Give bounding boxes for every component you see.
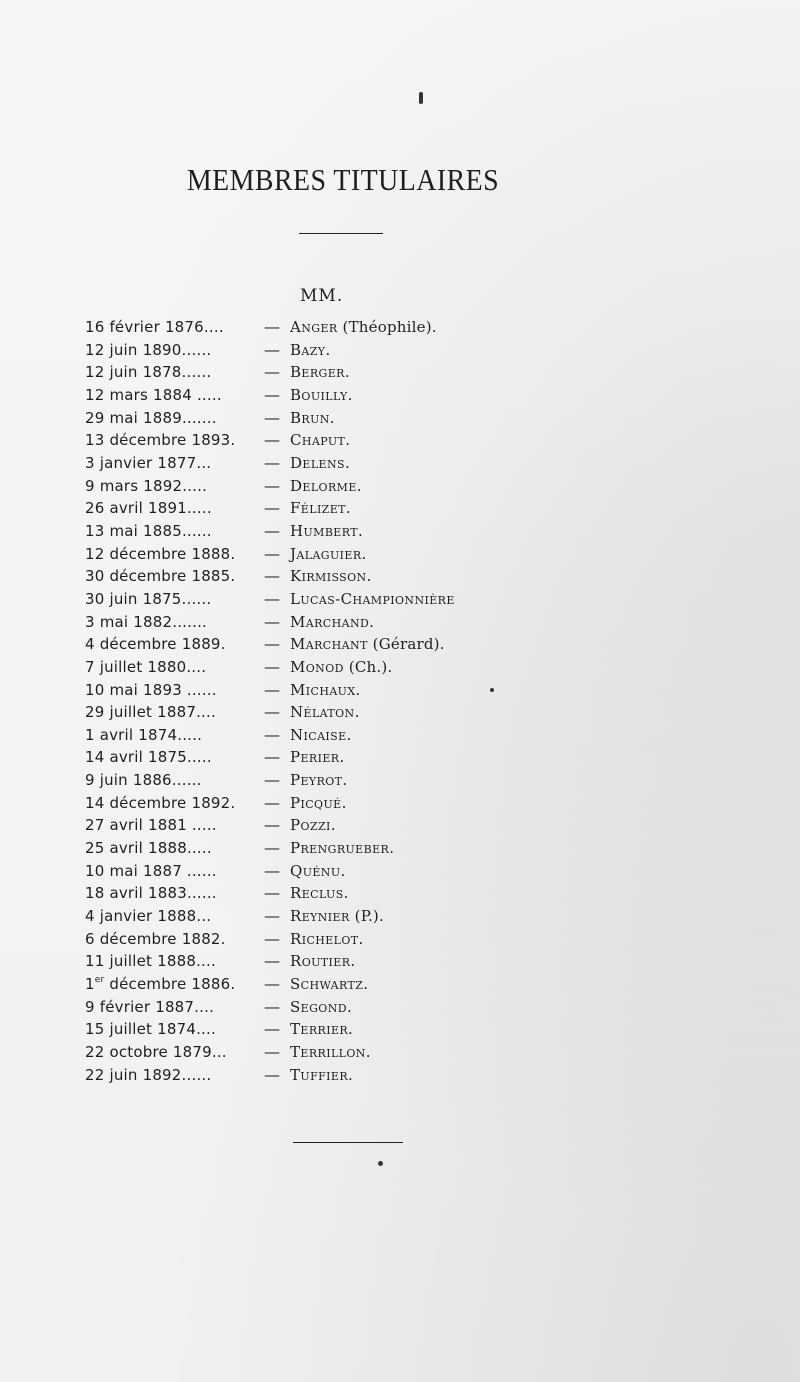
member-dash: — [264,702,280,722]
member-row [0,950,800,973]
member-surname: Routier. [290,952,356,971]
member-surname: Marchand. [290,612,375,631]
member-date: 12 juin 1890...... [85,340,212,359]
member-date: 22 octobre 1879... [85,1043,227,1061]
member-dash: — [264,1042,280,1061]
member-date [85,973,260,996]
member-surname: Chaput. [290,431,351,450]
member-dash: — [264,974,280,994]
member-row [0,407,800,430]
member-row [0,701,800,724]
member-row [0,520,800,543]
member-dash: — [264,452,280,472]
member-row [0,565,800,588]
member-date: 26 avril 1891..... [85,499,212,518]
member-row [0,361,800,384]
member-dash: — [264,860,280,880]
member-date: 7 juillet 1880.... [85,657,207,676]
member-date: 6 décembre 1882. [85,929,226,948]
member-row [0,339,800,362]
member-surname: Bazy. [290,340,331,359]
member-name [290,520,363,543]
member-dash: — [264,724,280,744]
member-date: 18 avril 1883...... [85,884,217,903]
members-list [0,316,800,1086]
member-date: 12 décembre 1888. [85,544,236,563]
member-surname: Quénu. [290,861,346,880]
member-surname: Berger. [290,363,351,382]
member-name [290,769,348,792]
member-row [0,837,800,860]
member-row [0,769,800,792]
member-date: 15 juillet 1874.... [85,1020,216,1039]
member-name [290,679,361,702]
member-row [0,679,800,702]
member-date-ordinal: er [94,975,105,986]
member-surname: Reynier [290,907,350,926]
member-dash: — [264,566,280,586]
member-row [0,1018,800,1041]
member-name [290,452,350,475]
member-row [0,1041,800,1064]
member-surname: Kirmisson. [290,567,372,586]
member-given-name: (Théophile). [337,318,437,336]
member-dash: — [264,1064,280,1084]
member-row [0,497,800,520]
member-surname: Terrillon. [290,1043,371,1061]
member-row [0,996,800,1019]
member-name [290,384,353,407]
member-date: 9 juin 1886...... [85,771,202,790]
member-date: 13 décembre 1893. [85,431,236,450]
member-date: 3 janvier 1877... [85,453,212,472]
member-surname: Bouilly. [290,385,353,404]
member-dash: — [264,475,280,495]
member-date: 4 décembre 1889. [85,635,226,654]
member-dash: — [264,362,280,382]
member-surname: Reclus. [290,884,349,903]
member-name [290,361,350,384]
member-dash: — [264,498,280,518]
member-dash: — [264,588,280,608]
member-name [290,724,352,747]
member-date: 10 mai 1893 ...... [85,680,217,699]
member-date: 27 avril 1881 ..... [85,816,217,835]
member-date-day: 1 [85,975,95,994]
member-date: 12 juin 1878...... [85,363,212,382]
member-dash: — [264,747,280,767]
member-row [0,452,800,475]
title-divider [299,233,383,234]
member-surname: Picqué. [290,793,347,812]
member-row [0,882,800,905]
member-name [290,497,351,520]
member-name [290,407,335,430]
member-name [290,792,347,815]
member-name [290,882,349,905]
member-row [0,814,800,837]
member-dash: — [264,883,280,903]
member-dash: — [264,543,280,563]
member-date: 30 juin 1875...... [85,589,212,608]
member-row [0,475,800,498]
member-date: 25 avril 1888..... [85,839,212,858]
member-row [0,746,800,769]
member-name [290,928,364,951]
member-name [290,656,392,679]
member-dash: — [264,384,280,404]
member-dash: — [264,611,280,631]
member-date: 9 mars 1892..... [85,476,208,495]
member-name [290,611,374,634]
member-surname: Humbert. [290,521,364,540]
member-name [290,860,346,883]
member-given-name: (Ch.). [343,657,393,676]
member-dash: — [264,951,280,971]
member-surname: Delens. [290,453,351,472]
member-row [0,792,800,815]
member-row [0,656,800,679]
member-name [290,1018,353,1041]
member-date: 29 mai 1889....... [85,408,217,427]
member-surname: Lucas-Championnière [290,589,455,608]
member-surname: Brun. [290,408,335,427]
member-surname: Pozzi. [290,816,336,835]
member-surname: Perier. [290,748,345,767]
ink-speck [378,1161,383,1166]
member-name [290,475,362,498]
member-surname: Nicaise. [290,725,352,744]
member-given-name: (P.). [349,907,384,926]
member-surname: Delorme. [290,476,362,495]
member-surname: Félizet. [290,499,352,518]
member-date: 1 avril 1874..... [85,725,203,744]
member-dash: — [264,815,280,835]
member-dash: — [264,928,280,948]
member-row [0,633,800,656]
member-dash: — [264,679,280,699]
member-name [290,316,437,339]
honorific-heading: MM. [300,286,344,306]
member-dash: — [264,430,280,450]
member-row [0,1064,800,1087]
member-date: 14 avril 1875..... [85,748,212,767]
member-row [0,543,800,566]
member-date: 9 février 1887.... [85,997,215,1016]
member-date: 12 mars 1884 ..... [85,385,222,404]
member-dash: — [264,520,280,540]
member-row [0,928,800,951]
member-surname: Anger [290,318,338,336]
member-name [290,814,336,837]
member-name [290,973,368,996]
member-name [290,950,356,973]
ink-speck [419,92,423,104]
member-row [0,588,800,611]
member-surname: Jalaguier. [290,544,367,563]
member-row [0,611,800,634]
member-name [290,996,352,1019]
member-row [0,429,800,452]
member-surname: Peyrot. [290,771,348,790]
member-surname: Segond. [290,997,353,1016]
member-dash: — [264,1019,280,1039]
member-date: 22 juin 1892...... [85,1065,212,1084]
member-surname: Nélaton. [290,703,360,722]
member-date: 13 mai 1885...... [85,521,212,540]
member-date: 29 juillet 1887.... [85,703,216,722]
member-name [290,837,394,860]
member-surname: Marchant [290,635,368,654]
member-dash: — [264,339,280,359]
member-name [290,565,372,588]
member-name [290,701,360,724]
member-dash: — [264,634,280,654]
member-surname: Terrier. [290,1020,354,1039]
member-date: 11 juillet 1888.... [85,952,216,971]
member-row [0,384,800,407]
member-dash: — [264,838,280,858]
member-row [0,724,800,747]
member-dash: — [264,656,280,676]
member-date: 14 décembre 1892. [85,793,236,812]
member-name [290,1041,371,1064]
member-surname: Schwartz. [290,975,369,994]
member-dash: — [264,906,280,926]
member-date: 3 mai 1882....... [85,612,208,631]
member-surname: Tuffier. [290,1065,354,1084]
member-name [290,588,455,611]
member-date: 10 mai 1887 ...... [85,861,217,880]
member-name [290,1064,353,1087]
member-date-rest: décembre 1886. [104,975,236,994]
member-date: 16 février 1876.... [85,318,224,336]
member-name [290,429,350,452]
member-dash: — [264,770,280,790]
member-dash: — [264,317,280,336]
member-name [290,339,331,362]
member-date: 4 janvier 1888... [85,907,212,926]
member-dash: — [264,996,280,1016]
member-surname: Monod [290,657,344,676]
closing-divider [293,1142,403,1143]
member-surname: Michaux. [290,680,361,699]
member-name [290,543,367,566]
member-row [0,316,800,339]
member-dash: — [264,407,280,427]
member-name [290,633,445,656]
member-row [0,860,800,883]
page-title: MEMBRES TITULAIRES [186,162,500,197]
member-date: 30 décembre 1885. [85,567,236,586]
member-dash: — [264,792,280,812]
member-name [290,746,345,769]
member-row [0,973,800,996]
member-name [290,905,384,928]
member-surname: Prengrueber. [290,839,395,858]
member-surname: Richelot. [290,929,364,948]
member-row [0,905,800,928]
member-given-name: (Gérard). [367,635,445,654]
